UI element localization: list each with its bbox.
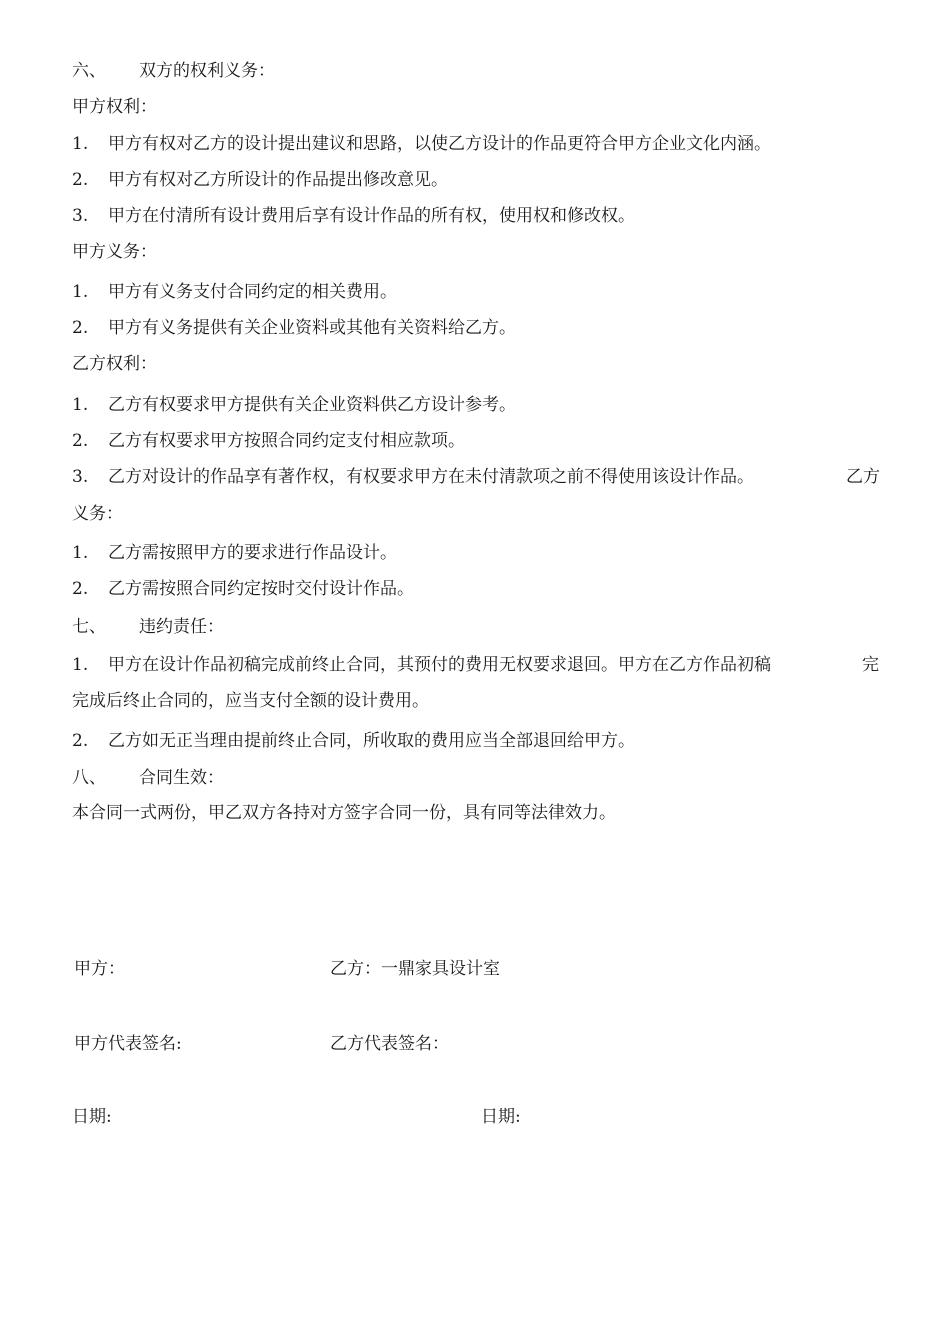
item-number: 3. — [72, 467, 89, 487]
party-b-rights-heading: 乙方权利： — [72, 354, 157, 374]
item-text-continued: 完成后终止合同的，应当支付全额的设计费用。 — [72, 691, 429, 711]
party-a-date: 日期: — [72, 1107, 112, 1127]
item-text: 甲方有义务支付合同约定的相关费用。 — [108, 282, 397, 302]
list-item — [72, 134, 771, 154]
party-b-label: 乙方：一鼎家具设计室 — [330, 959, 500, 979]
party-a-rights-heading: 甲方权利： — [72, 97, 157, 117]
party-b-duties-heading-start: 乙方 — [846, 467, 880, 487]
section-title: 违约责任： — [139, 617, 224, 637]
item-text: 乙方需按照合同约定按时交付设计作品。 — [108, 579, 414, 599]
list-item — [72, 206, 635, 226]
item-text: 甲方有义务提供有关企业资料或其他有关资料给乙方。 — [108, 318, 516, 338]
item-number: 2. — [72, 731, 89, 751]
item-text: 乙方需按照甲方的要求进行作品设计。 — [108, 543, 397, 563]
item-number: 1. — [72, 282, 89, 302]
item-text: 甲方有权对乙方的设计提出建议和思路，以使乙方设计的作品更符合甲方企业文化内涵。 — [108, 134, 771, 154]
list-item — [72, 282, 397, 302]
item-number: 1. — [72, 395, 89, 415]
section-eight-heading — [72, 768, 224, 788]
item-text: 甲方在付清所有设计费用后享有设计作品的所有权，使用权和修改权。 — [108, 206, 635, 226]
item-number: 2. — [72, 431, 89, 451]
item-number: 2. — [72, 579, 89, 599]
section-six-heading — [72, 61, 275, 81]
section-title: 双方的权利义务： — [139, 61, 275, 81]
party-a-duties-heading: 甲方义务： — [72, 242, 157, 262]
party-b-date: 日期: — [481, 1107, 521, 1127]
item-number: 3. — [72, 206, 89, 226]
section-number: 八、 — [72, 768, 106, 788]
party-b-rep-signature: 乙方代表签名： — [330, 1034, 449, 1054]
list-item — [72, 579, 414, 599]
section-seven-heading — [72, 617, 224, 637]
item-number: 1. — [72, 655, 89, 675]
item-number: 1. — [72, 134, 89, 154]
item-text: 乙方对设计的作品享有著作权，有权要求甲方在未付清款项之前不得使用该设计作品。 — [108, 467, 754, 487]
list-item — [72, 318, 516, 338]
list-item — [72, 731, 635, 751]
item-text: 甲方有权对乙方所设计的作品提出修改意见。 — [108, 170, 448, 190]
list-item — [72, 431, 465, 451]
item-number: 2. — [72, 318, 89, 338]
section-number: 七、 — [72, 617, 106, 637]
list-item — [72, 543, 397, 563]
party-b-duties-heading-end: 义务： — [72, 504, 123, 524]
list-item — [72, 395, 516, 415]
party-a-rep-signature: 甲方代表签名: — [74, 1034, 182, 1054]
list-item — [72, 467, 754, 487]
item-text: 甲方在设计作品初稿完成前终止合同，其预付的费用无权要求退回。甲方在乙方作品初稿 — [108, 655, 771, 675]
party-a-label: 甲方： — [74, 959, 125, 979]
item-text: 乙方有权要求甲方提供有关企业资料供乙方设计参考。 — [108, 395, 516, 415]
item-number: 2. — [72, 170, 89, 190]
list-item — [72, 170, 448, 190]
item-text: 乙方如无正当理由提前终止合同，所收取的费用应当全部退回给甲方。 — [108, 731, 635, 751]
item-number: 1. — [72, 543, 89, 563]
section-number: 六、 — [72, 61, 106, 81]
item-text-overflow: 完 — [862, 655, 879, 675]
effect-text: 本合同一式两份，甲乙双方各持对方签字合同一份，具有同等法律效力。 — [72, 803, 616, 823]
section-title: 合同生效： — [139, 768, 224, 788]
item-text: 乙方有权要求甲方按照合同约定支付相应款项。 — [108, 431, 465, 451]
list-item — [72, 655, 771, 675]
